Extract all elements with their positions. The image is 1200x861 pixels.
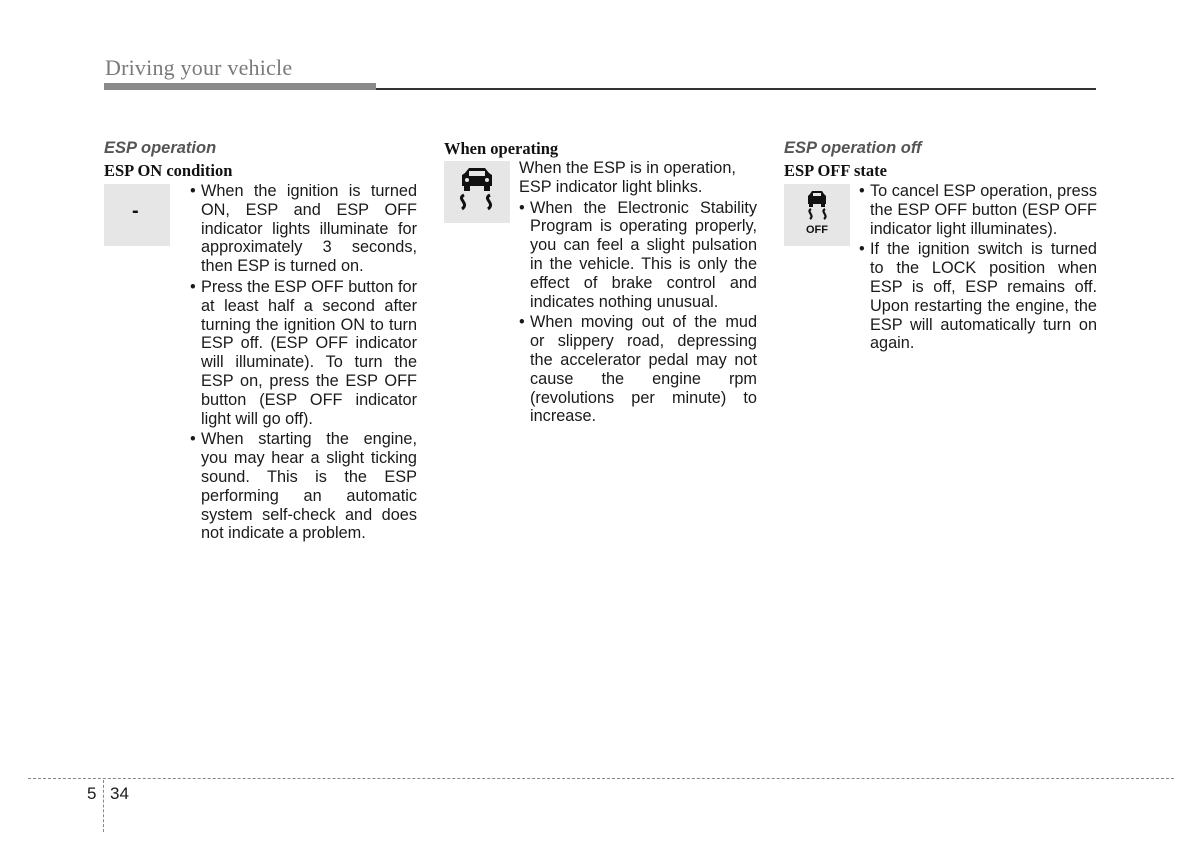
bullet-item: • When moving out of the mud or slippery road, depressing the accelerator pedal may not cause the engine rpm (revolutions per minute) to increase. [519, 313, 757, 426]
column-when-operating [444, 138, 758, 426]
esp-off-indicator-icon [784, 184, 850, 246]
bullet-list [859, 182, 1097, 353]
chapter-number: 5 [87, 784, 97, 803]
intro-text: When the ESP is in operation, ESP indicator light blinks. [519, 159, 736, 196]
indicator-placeholder-box [104, 184, 170, 246]
placeholder-dash: - [132, 200, 139, 222]
bullet-item: • When the ignition is turned ON, ESP and ESP OFF indicator lights illuminate for approximately 3 seconds, then ESP is turned on. [190, 182, 417, 276]
bullet-item: • To cancel ESP operation, press the ESP OFF button (ESP OFF indicator light illuminates). [859, 182, 1097, 238]
column-esp-operation-off [784, 138, 1098, 353]
subsection-title: ESP OFF state [784, 161, 887, 180]
bullet-list [519, 199, 757, 427]
header-bar-accent [104, 83, 376, 90]
section-title: ESP operation [104, 139, 217, 157]
footer-divider [103, 780, 104, 832]
subsection-title: ESP ON condition [104, 161, 233, 180]
column-esp-operation [104, 138, 418, 543]
bullet-item: • When the Electronic Stability Program is operating properly, you can feel a slight pulsation in the vehicle. This is only the effect of brake control and indicates nothing unusual. [519, 199, 757, 312]
section-title: ESP operation off [784, 139, 922, 157]
esp-indicator-icon [444, 161, 510, 223]
bullet-item: • When starting the engine, you may hear a slight ticking sound. This is the ESP performing an automatic system self-check and does not indicate a problem. [190, 430, 417, 543]
page-number: 34 [110, 784, 129, 803]
page-header-title: Driving your vehicle [105, 55, 293, 80]
bullet-item: • If the ignition switch is turned to the LOCK position when ESP is off, ESP remains off. Upon restarting the engine, the ESP will automatically turn on again. [859, 240, 1097, 353]
header-rule [376, 88, 1096, 90]
bullet-item: • Press the ESP OFF button for at least half a second after turning the ignition ON to turn ESP off. (ESP OFF indicator will illuminate). To turn the ESP on, press the ESP OFF button (ESP OFF indicator light will go off). [190, 278, 417, 428]
section-body [190, 182, 417, 545]
section-body [519, 159, 757, 428]
subsection-title: When operating [444, 139, 559, 158]
section-body [859, 182, 1097, 355]
off-label: OFF [806, 224, 828, 236]
footer-rule [28, 778, 1174, 779]
bullet-list [190, 182, 417, 543]
